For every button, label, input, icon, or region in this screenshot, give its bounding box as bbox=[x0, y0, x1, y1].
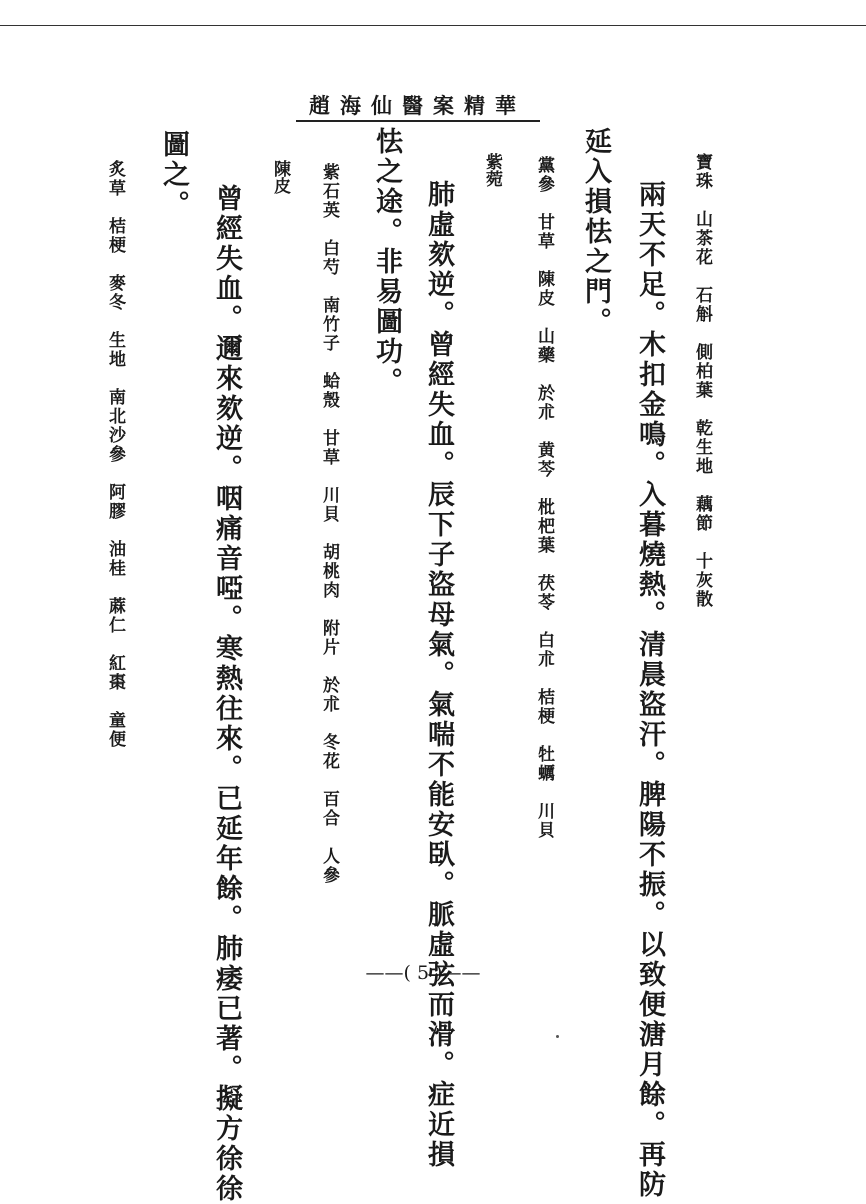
page-header: 趙海仙醫案精華 bbox=[309, 93, 526, 118]
herb-list-3: 紫石英 白芍 南竹子 蛤殼 甘草 川貝 胡桃肉 附片 於朮 冬花 百合 人參 bbox=[319, 163, 339, 885]
case-text-3-cont: 圖之。 bbox=[158, 130, 189, 220]
herb-list-2: 黨參 甘草 陳皮 山藥 於朮 黄芩 枇杷葉 茯苓 白朮 桔梗 牡蠣 川貝 bbox=[534, 156, 554, 840]
herb-list-1: 寶珠 山茶花 石斛 側柏葉 乾生地 藕節 十灰散 bbox=[692, 153, 712, 609]
top-rule bbox=[0, 25, 866, 26]
herb-list-2-cont: 紫菀 bbox=[482, 153, 502, 187]
case-text-1-cont: 延入損怯之門。 bbox=[580, 127, 611, 337]
herb-list-3-cont: 陳皮 bbox=[270, 160, 290, 194]
page-number: ——( 5 )—— bbox=[365, 962, 481, 984]
case-text-2: 肺虛欬逆。曾經失血。辰下子盜母氣。氣喘不能安臥。脈虛弦而滑。症近損 bbox=[423, 180, 454, 1170]
herb-list-4: 炙草 桔梗 麥冬 生地 南北沙參 阿膠 油桂 蔴仁 紅棗 童便 bbox=[105, 160, 125, 749]
case-text-2-cont: 怯之途。非易圖功。 bbox=[371, 127, 402, 397]
scan-speck bbox=[556, 1035, 559, 1038]
case-text-3: 曾經失血。邇來欬逆。咽痛音啞。寒熱往來。已延年餘。肺痿已著。擬方徐徐 bbox=[211, 184, 242, 1204]
case-text-1: 兩天不足。木扣金鳴。入暮燒熱。清晨盜汗。脾陽不振。以致便溏月餘。再防 bbox=[634, 180, 665, 1200]
header-underline bbox=[296, 120, 540, 122]
